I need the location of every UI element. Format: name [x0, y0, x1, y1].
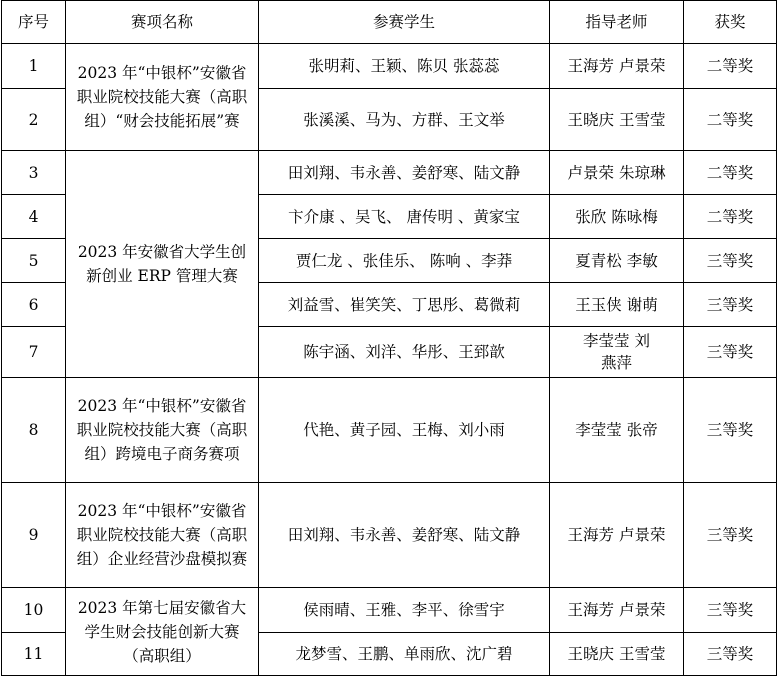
row-award: 二等奖 [684, 44, 777, 89]
row-award: 三等奖 [684, 633, 777, 676]
row-seq: 1 [2, 44, 66, 89]
row-seq: 4 [2, 195, 66, 239]
row-award: 三等奖 [684, 588, 777, 633]
row-seq: 10 [2, 588, 66, 633]
table-row [2, 588, 777, 633]
row-students: 代艳、黄子园、王梅、刘小雨 [259, 378, 550, 483]
row-students: 田刘翔、韦永善、姜舒寒、陆文静 [259, 483, 550, 588]
row-teachers: 张欣 陈咏梅 [550, 195, 684, 239]
row-teachers: 王晓庆 王雪莹 [550, 633, 684, 676]
row-award: 三等奖 [684, 283, 777, 327]
row-award: 三等奖 [684, 483, 777, 588]
row-students: 田刘翔、韦永善、姜舒寒、陆文静 [259, 151, 550, 195]
row-seq: 11 [2, 633, 66, 676]
competition-name: 2023 年安徽省大学生创新创业 ERP 管理大赛 [66, 151, 259, 378]
row-award: 二等奖 [684, 89, 777, 151]
row-award: 二等奖 [684, 151, 777, 195]
header-students: 参赛学生 [259, 1, 550, 44]
row-seq: 5 [2, 239, 66, 283]
row-teachers: 李莹莹 张帝 [550, 378, 684, 483]
row-students: 贾仁龙 、张佳乐、 陈响 、李莽 [259, 239, 550, 283]
header-seq: 序号 [2, 1, 66, 44]
header-teachers: 指导老师 [550, 1, 684, 44]
row-teachers: 王晓庆 王雪莹 [550, 89, 684, 151]
row-seq: 6 [2, 283, 66, 327]
table-row [2, 44, 777, 89]
row-students: 卞介康 、吴飞、 唐传明 、黄家宝 [259, 195, 550, 239]
row-students: 侯雨晴、王雅、李平、徐雪宇 [259, 588, 550, 633]
header-award: 获奖 [684, 1, 777, 44]
row-teachers: 李莹莹 刘燕萍 [550, 327, 684, 378]
row-students: 张明莉、王颖、陈贝 张蕊蕊 [259, 44, 550, 89]
header-row [2, 1, 777, 44]
table-row [2, 378, 777, 483]
row-students: 刘益雪、崔笑笑、丁思彤、葛微莉 [259, 283, 550, 327]
award-table [1, 0, 777, 676]
row-teachers: 王海芳 卢景荣 [550, 588, 684, 633]
row-award: 三等奖 [684, 378, 777, 483]
competition-name: 2023 年第七届安徽省大学生财会技能创新大赛（高职组） [66, 588, 259, 676]
row-seq: 2 [2, 89, 66, 151]
table-row [2, 151, 777, 195]
row-teachers: 卢景荣 朱琼琳 [550, 151, 684, 195]
row-award: 三等奖 [684, 239, 777, 283]
row-seq: 3 [2, 151, 66, 195]
row-seq: 8 [2, 378, 66, 483]
row-students: 张溪溪、马为、方群、王文举 [259, 89, 550, 151]
row-seq: 7 [2, 327, 66, 378]
row-teachers: 王海芳 卢景荣 [550, 44, 684, 89]
row-students: 陈宇涵、刘洋、华彤、王郅歆 [259, 327, 550, 378]
row-students: 龙梦雪、王鹏、单雨欣、沈广碧 [259, 633, 550, 676]
row-teachers: 夏青松 李敏 [550, 239, 684, 283]
table-row [2, 483, 777, 588]
competition-name: 2023 年“中银杯”安徽省职业院校技能大赛（高职组）跨境电子商务赛项 [66, 378, 259, 483]
row-teachers: 王玉侠 谢萌 [550, 283, 684, 327]
row-award: 三等奖 [684, 327, 777, 378]
row-award: 二等奖 [684, 195, 777, 239]
competition-name: 2023 年“中银杯”安徽省职业院校技能大赛（高职组）“财会技能拓展”赛 [66, 44, 259, 151]
row-seq: 9 [2, 483, 66, 588]
competition-name: 2023 年“中银杯”安徽省职业院校技能大赛（高职组）企业经营沙盘模拟赛 [66, 483, 259, 588]
row-teachers: 王海芳 卢景荣 [550, 483, 684, 588]
header-competition: 赛项名称 [66, 1, 259, 44]
